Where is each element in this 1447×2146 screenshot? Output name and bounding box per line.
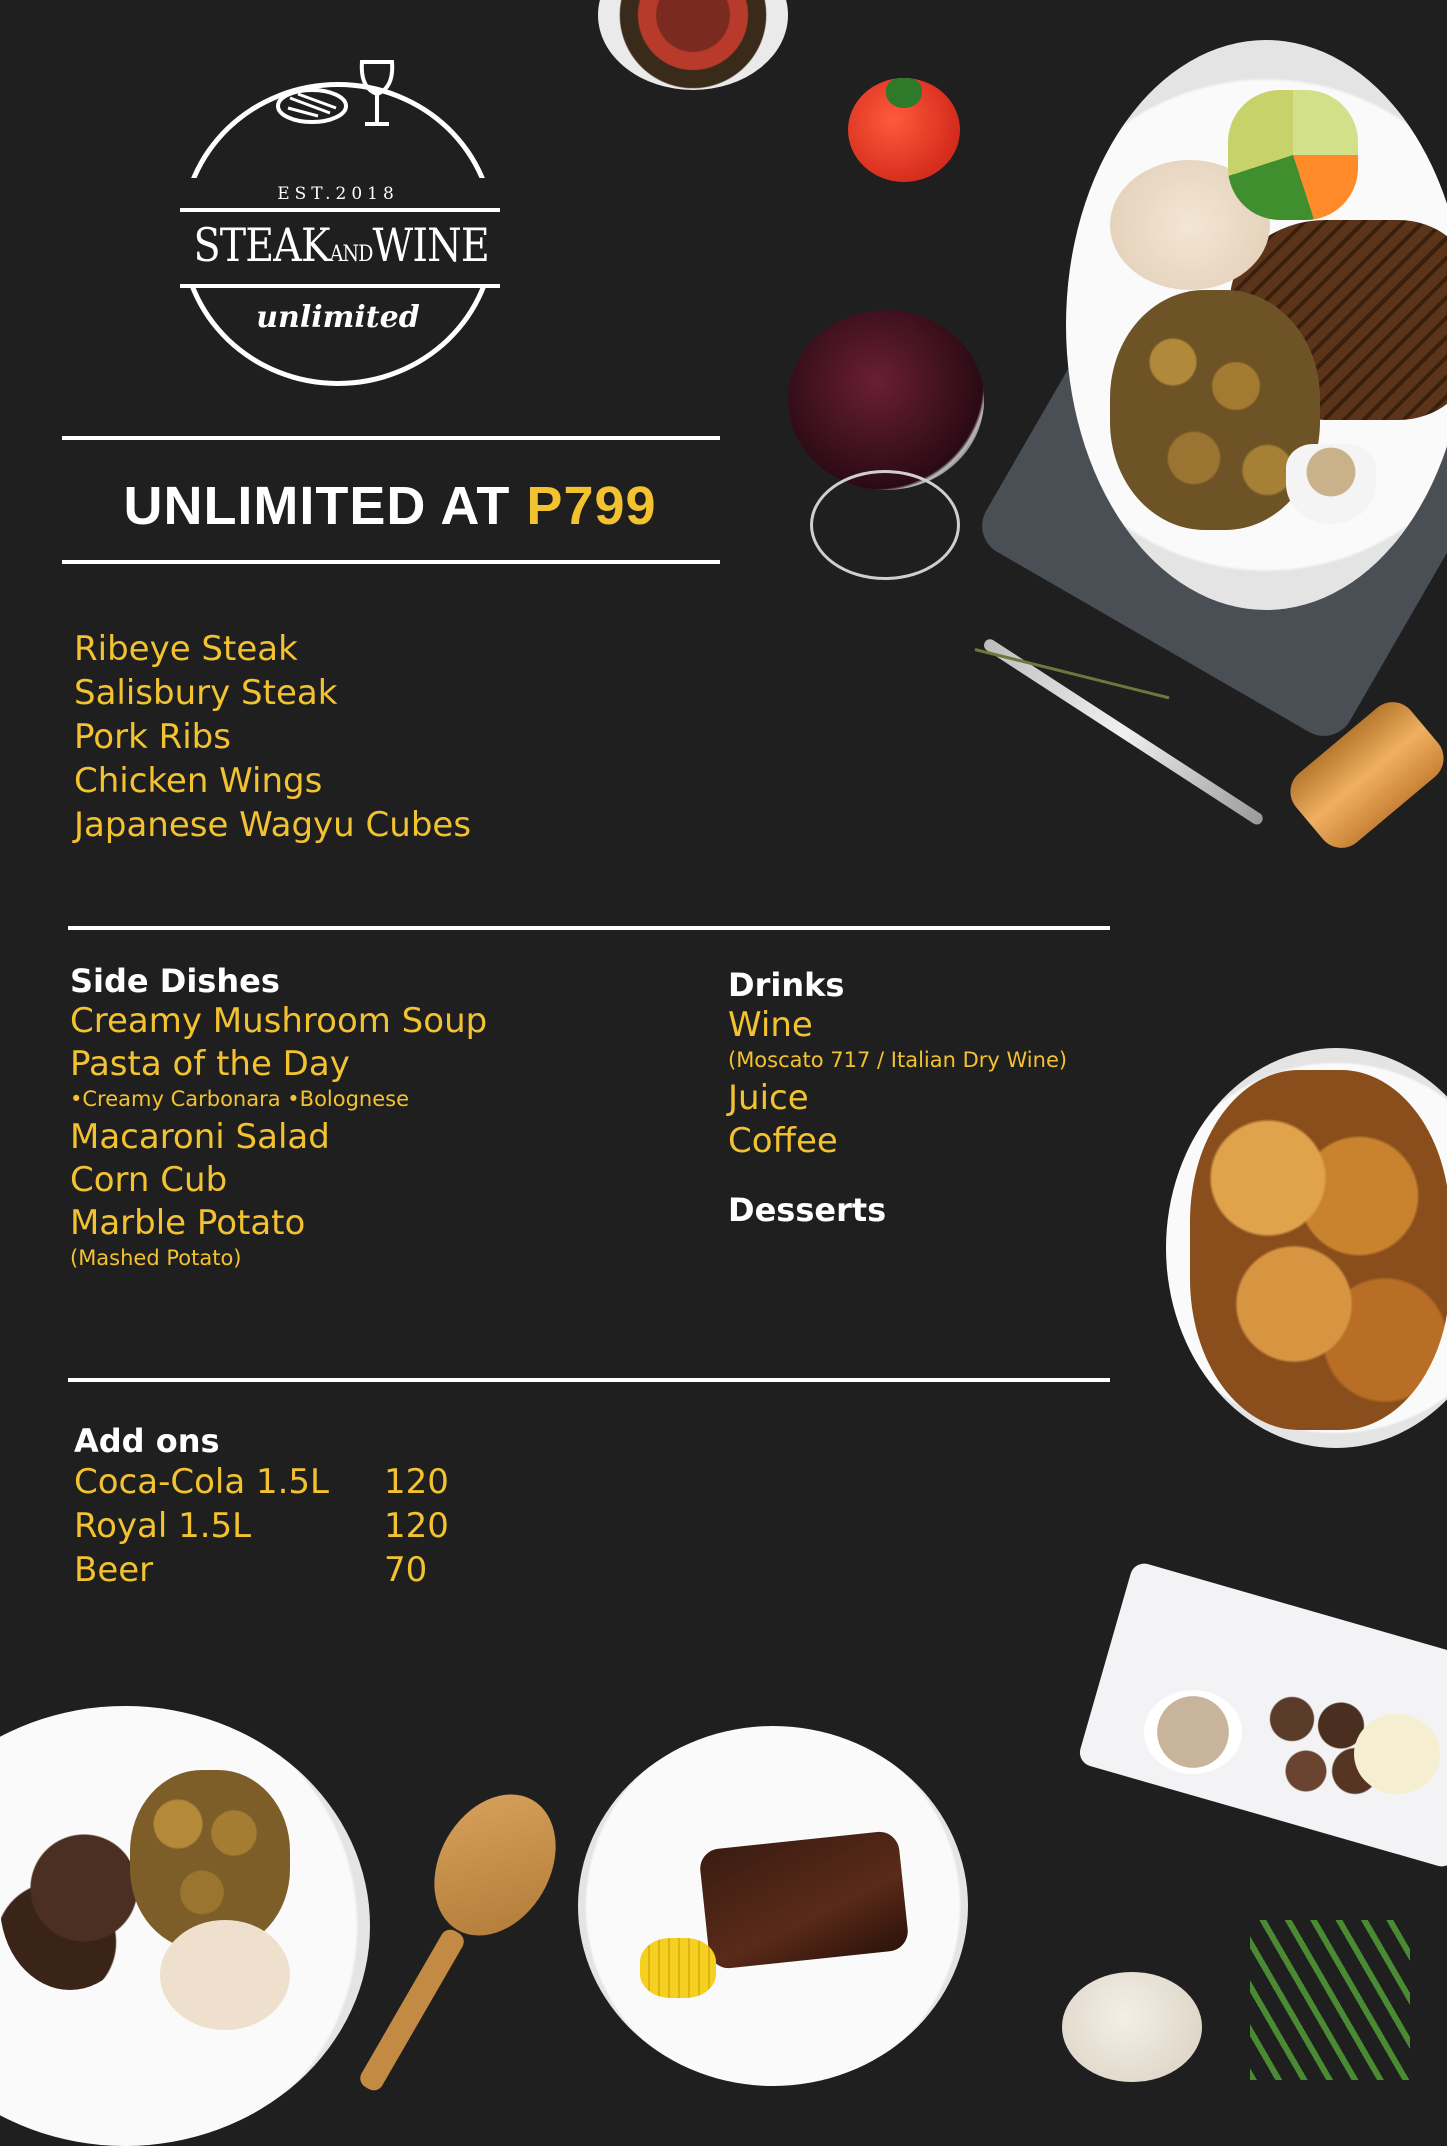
add-ons-title: Add ons: [74, 1422, 220, 1460]
main-item: Pork Ribs: [74, 717, 231, 757]
wooden-spoon-image: [410, 1773, 580, 1958]
main-item: Ribeye Steak: [74, 629, 298, 669]
main-items-list: [74, 627, 471, 847]
logo-bottom-line: [180, 284, 500, 288]
add-ons-table: [74, 1460, 449, 1592]
side-dish-item: Macaroni Salad: [70, 1117, 330, 1157]
side-dish-note: •Creamy Carbonara •Bolognese: [70, 1087, 410, 1111]
garlic-image: [1062, 1972, 1202, 2082]
add-on-row: [74, 1460, 449, 1504]
wine-glass-image: [788, 310, 984, 490]
drink-note: (Moscato 717 / Italian Dry Wine): [728, 1048, 1068, 1072]
add-on-price: 70: [384, 1550, 428, 1590]
vegetables-image: [1228, 90, 1358, 220]
chicken-wings-image: [1190, 1070, 1447, 1430]
gravy-boat-image: [1286, 444, 1376, 524]
add-on-name: Royal 1.5L: [74, 1506, 252, 1546]
side-dishes-title: Side Dishes: [70, 962, 280, 1000]
drink-item: Coffee: [728, 1121, 838, 1161]
drink-item: Wine: [728, 1005, 813, 1045]
corn-image: [640, 1938, 716, 1998]
drink-item: Juice: [728, 1078, 809, 1118]
side-dishes-section: [70, 962, 690, 1271]
logo-top-line: [180, 208, 500, 212]
main-item: Chicken Wings: [74, 761, 323, 801]
macaroni-small-image: [160, 1920, 290, 2030]
green-onion-image: [1250, 1920, 1410, 2080]
headline-bottom-rule: [62, 560, 720, 564]
headline-top-rule: [62, 436, 720, 440]
add-on-price: 120: [384, 1506, 449, 1546]
add-on-row: [74, 1504, 449, 1548]
add-on-name: Coca-Cola 1.5L: [74, 1462, 329, 1502]
salisbury-steak-image: [0, 1820, 140, 1990]
logo-title: STEAKANDWINE: [193, 218, 489, 272]
section-rule-2: [68, 1378, 1110, 1382]
pork-ribs-image: [698, 1830, 909, 1970]
add-on-row: [74, 1548, 449, 1592]
side-dish-item: Corn Cub: [70, 1160, 228, 1200]
add-on-name: Beer: [74, 1550, 154, 1590]
logo-tagline: unlimited: [256, 300, 420, 335]
side-dish-note: (Mashed Potato): [70, 1246, 242, 1270]
side-dish-item: Creamy Mushroom Soup: [70, 1001, 488, 1041]
drinks-section: [728, 966, 1148, 1229]
logo-est: EST.2018: [277, 184, 399, 204]
side-dish-item: Marble Potato: [70, 1203, 306, 1243]
add-on-price: 120: [384, 1462, 449, 1502]
peppercorn-bowl-image: [598, 0, 788, 90]
drinks-title: Drinks: [728, 966, 845, 1004]
section-rule-1: [68, 926, 1110, 930]
headline: [62, 475, 718, 537]
main-item: Salisbury Steak: [74, 673, 338, 713]
desserts-title: Desserts: [728, 1191, 887, 1229]
side-dish-item: Pasta of the Day: [70, 1044, 350, 1084]
headline-text: UNLIMITED AT: [123, 476, 511, 536]
steak-wine-icon: [270, 58, 410, 130]
main-item: Japanese Wagyu Cubes: [74, 805, 472, 845]
headline-price: P799: [526, 476, 657, 536]
add-ons-section: [74, 1422, 449, 1592]
